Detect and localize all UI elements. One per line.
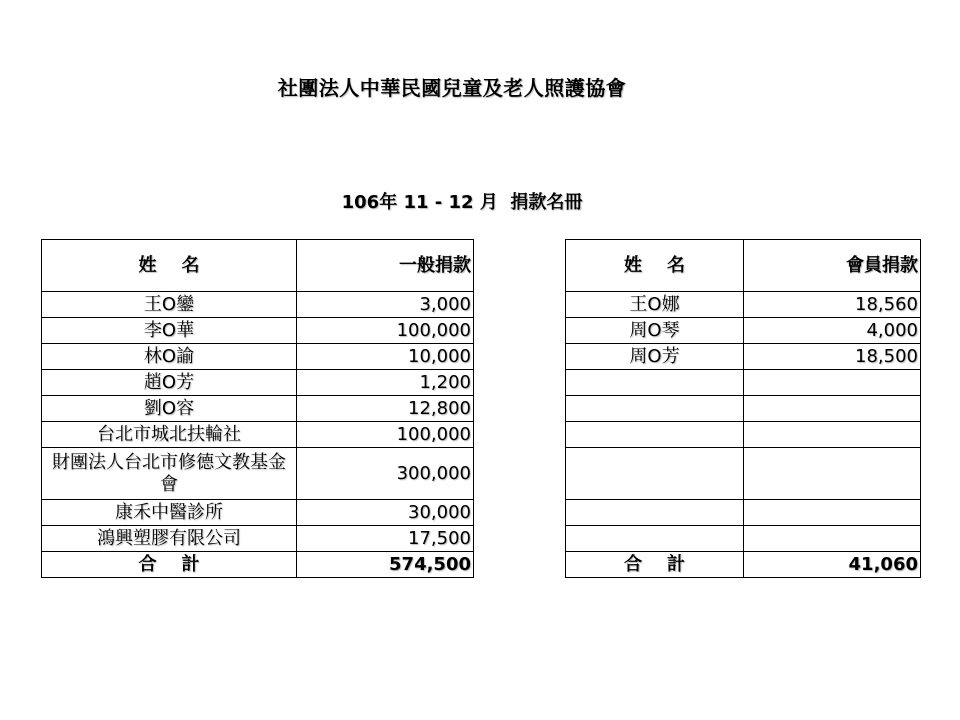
donation-amount: 17,500 [297,526,474,552]
table-row [42,370,474,396]
member-amount [744,500,921,526]
table-header-row [566,240,921,292]
donation-amount: 10,000 [297,344,474,370]
member-amount [744,526,921,552]
table-row [42,526,474,552]
member-amount [744,370,921,396]
table-row [566,396,921,422]
table-row [42,500,474,526]
donor-name: 財團法人台北市修德文教基金會 [42,448,297,500]
donor-name: 王O鑾 [42,292,297,318]
donation-amount: 1,200 [297,370,474,396]
member-amount: 18,560 [744,292,921,318]
table-row [566,344,921,370]
member-name [566,448,744,500]
table-row [566,526,921,552]
donor-name: 台北市城北扶輪社 [42,422,297,448]
table-row [566,422,921,448]
member-donation-table [565,239,921,578]
member-amount [744,422,921,448]
member-donation-column-header: 會員捐款 [744,240,921,292]
donation-amount: 100,000 [297,318,474,344]
table-row [42,422,474,448]
name-column-header: 姓 名 [566,240,744,292]
table-row [566,318,921,344]
report-subtitle: 106年 11 - 12 月 捐款名冊 [341,192,583,213]
total-row [566,552,921,578]
table-row [42,396,474,422]
member-name: 王O娜 [566,292,744,318]
table-row [42,318,474,344]
total-row [42,552,474,578]
member-name: 周O琴 [566,318,744,344]
donation-amount: 30,000 [297,500,474,526]
donation-amount: 100,000 [297,422,474,448]
table-header-row [42,240,474,292]
member-name: 周O芳 [566,344,744,370]
name-column-header: 姓 名 [42,240,297,292]
donor-name: 鴻興塑膠有限公司 [42,526,297,552]
member-name [566,370,744,396]
member-name [566,526,744,552]
member-amount [744,396,921,422]
member-amount [744,448,921,500]
total-label: 合 計 [42,552,297,578]
table-row [566,370,921,396]
table-row [566,448,921,500]
table-row [42,344,474,370]
table-row [566,500,921,526]
member-amount: 4,000 [744,318,921,344]
donation-amount: 300,000 [297,448,474,500]
member-amount: 18,500 [744,344,921,370]
donor-name: 康禾中醫診所 [42,500,297,526]
table-row [566,292,921,318]
donation-amount: 3,000 [297,292,474,318]
general-donation-total: 574,500 [297,552,474,578]
general-donation-column-header: 一般捐款 [297,240,474,292]
donation-amount: 12,800 [297,396,474,422]
table-row [42,292,474,318]
member-name [566,422,744,448]
member-name [566,396,744,422]
total-label: 合 計 [566,552,744,578]
general-donation-table [41,239,474,578]
donor-name: 李O華 [42,318,297,344]
member-name [566,500,744,526]
member-donation-total: 41,060 [744,552,921,578]
donor-name: 林O諭 [42,344,297,370]
donor-name: 趙O芳 [42,370,297,396]
organization-title: 社團法人中華民國兒童及老人照護協會 [277,76,627,100]
donor-name: 劉O容 [42,396,297,422]
table-row [42,448,474,500]
